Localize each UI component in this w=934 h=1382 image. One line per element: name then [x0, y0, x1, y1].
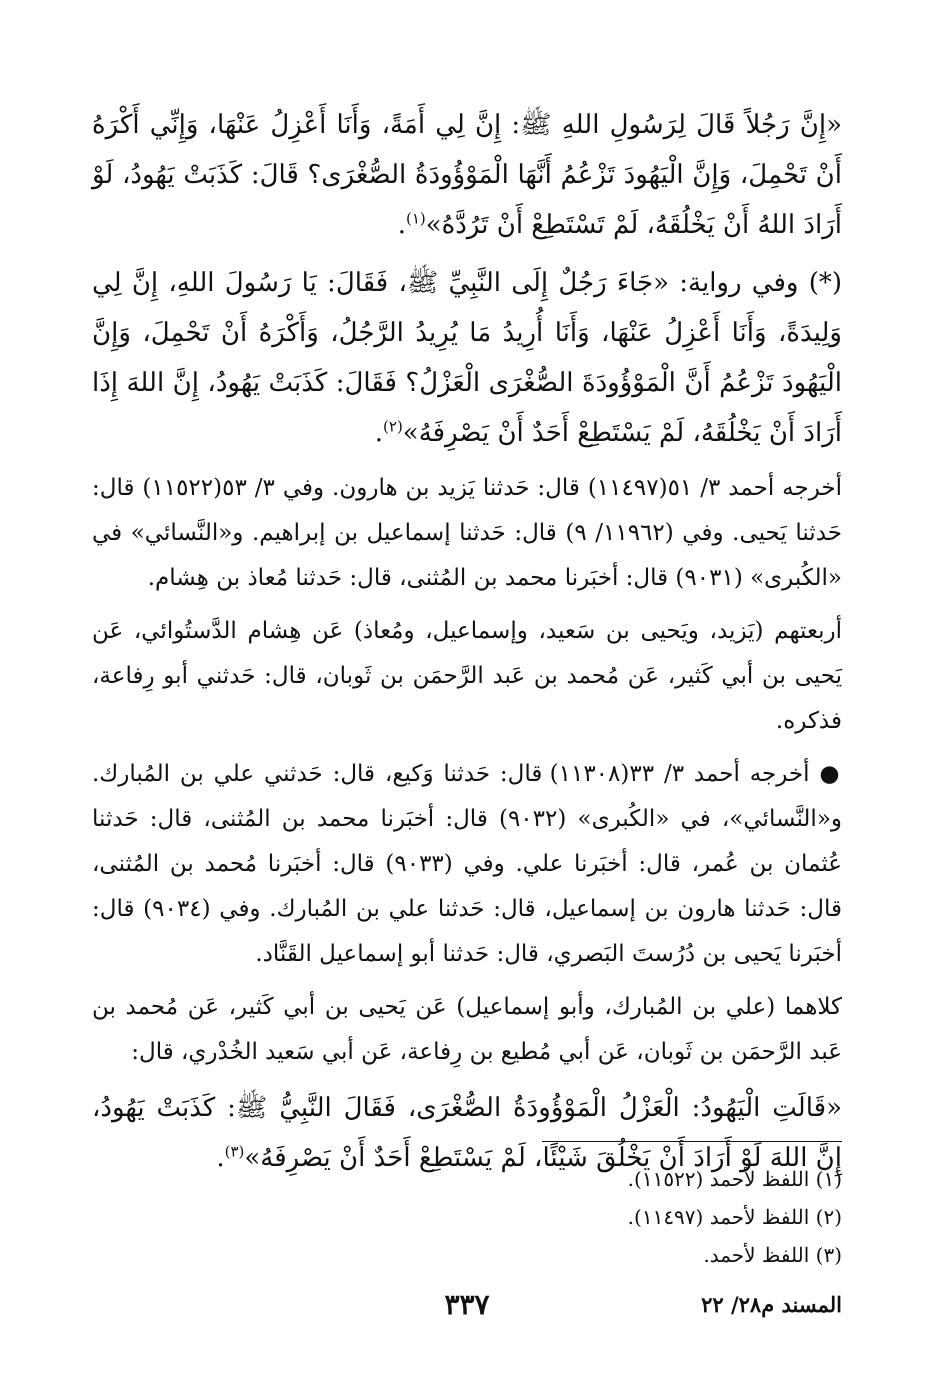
- footnote-3: (٣) اللفظ لأحمد.: [703, 1243, 842, 1267]
- paragraph-text: ● أخرجه أحمد ٣/ ٣٣(١١٣٠٨) قال: حَدثنا وَكيع، قال: حَدثني علي بن المُبارك. و«النَّسائي»، في «الكُبرى» (٩٠٣٢) قال: أخبَرنا محمد بن المُثنى، قال: حَدثنا عُثمان بن عُمر، قال: أخبَرنا علي. وفي (٩٠٣٣) قال: أخبَرنا مُحمد بن المُثنى، قال: حَدثنا هارون بن إسماعيل، قال: حَدثنا علي بن المُبارك. وفي (٩٠٣٤) قال: أخبَرنا يَحيى بن دُرُستَ البَصري، قال: حَدثنا أبو إسماعيل القَنَّاد.: [92, 761, 842, 967]
- footnotes: [92, 1160, 842, 1274]
- footnote-2: (٢) اللفظ لأحمد (١١٤٩٧).: [627, 1205, 842, 1229]
- takhrij-paragraph-4: [92, 985, 842, 1075]
- footnote-divider: [542, 1141, 842, 1142]
- footnote-reference: (٣): [224, 1142, 245, 1161]
- takhrij-paragraph-3: [92, 752, 842, 977]
- paragraph-text: «إِنَّ رَجُلاً قَالَ لِرَسُولِ اللهِ ﷺ: إِنَّ لِي أَمَةً، وَأَنَا أَعْزِلُ عَنْهَا، وَإِنِّي أَكْرَهُ أَنْ تَحْمِلَ، وَإِنَّ الْيَهُودَ تَزْعُمُ أَنَّهَا الْمَوْؤُودَةُ الصُّغْرَى؟ قَالَ: كَذَبَتْ يَهُودُ، لَوْ أَرَادَ اللهُ أَنْ يَخْلُقَهُ، لَمْ تَسْتَطِعْ أَنْ تَرُدَّهُ»: [92, 110, 842, 240]
- paragraph-text: كلاهما (علي بن المُبارك، وأبو إسماعيل) عَن يَحيى بن أبي كَثير، عَن مُحمد بن عَبد الرَّحمَن بن ثَوبان، عَن أبي مُطيع بن رِفاعة، عَن أبي سَعيد الخُدْري، قال:: [92, 994, 842, 1065]
- footnote-reference: (٢): [383, 417, 403, 436]
- footnote-1: (١) اللفظ لأحمد (١١٥٢٢).: [627, 1167, 842, 1191]
- takhrij-paragraph-2: [92, 609, 842, 744]
- paragraph-text: أخرجه أحمد ٣/ ٥١(١١٤٩٧) قال: حَدثنا يَزيد بن هارون. وفي ٣/ ٥٣(١١٥٢٢) قال: حَدثنا يَحيى. وفي (١١٩٦٢/ ٩) قال: حَدثنا إسماعيل بن إبراهيم. و«النَّسائي» في «الكُبرى» (٩٠٣١) قال: أخبَرنا محمد بن المُثنى، قال: حَدثنا مُعاذ بن هِشام.: [92, 475, 843, 591]
- footnote-reference: (١): [405, 209, 426, 228]
- page-number: ٣٣٧: [444, 1288, 490, 1321]
- paragraph-end: .: [397, 210, 406, 240]
- main-text: [92, 100, 842, 1191]
- paragraph-end: .: [216, 1143, 225, 1173]
- hadith-paragraph-2: [92, 258, 842, 458]
- takhrij-paragraph-1: [92, 466, 842, 601]
- paragraph-text: أربعتهم (يَزيد، ويَحيى بن سَعيد، وإسماعيل، ومُعاذ) عَن هِشام الدَّستُوائي، عَن يَحيى بن أبي كَثير، عَن مُحمد بن عَبد الرَّحمَن بن ثَوبان، قال: حَدثني أبو رِفاعة، فذكره.: [92, 618, 842, 734]
- volume-signature: المسند م٢٨/ ٢٢: [701, 1292, 842, 1317]
- hadith-paragraph-1: [92, 100, 842, 250]
- paragraph-end: .: [374, 418, 384, 448]
- paragraph-text: «قَالَتِ الْيَهُودُ: الْعَزْلُ الْمَوْؤُودَةُ الصُّغْرَى، فَقَالَ النَّبِيُّ ﷺ: كَذَبَتْ يَهُودُ، إِنَّ اللهَ لَوْ أَرَادَ أَنْ يَخْلُقَ شَيْئًا، لَمْ يَسْتَطِعْ أَحَدٌ أَنْ يَصْرِفَهُ»: [92, 1093, 842, 1173]
- paragraph-text: (*) وفي رواية: «جَاءَ رَجُلٌ إِلَى النَّبِيِّ ﷺ، فَقَالَ: يَا رَسُولَ اللهِ، إِنَّ لِي وَلِيدَةً، وَأَنَا أَعْزِلُ عَنْهَا، وَأَنَا أُرِيدُ مَا يُرِيدُ الرَّجُلُ، وَأَكْرَهُ أَنْ تَحْمِلَ، وَإِنَّ الْيَهُودَ تَزْعُمُ أَنَّ الْمَوْؤُودَةَ الصُّغْرَى الْعَزْلُ؟ فَقَالَ: كَذَبَتْ يَهُودُ، إِنَّ اللهَ إِذَا أَرَادَ أَنْ يَخْلُقَهُ، لَمْ يَسْتَطِعْ أَحَدٌ أَنْ يَصْرِفَهُ»: [92, 268, 842, 448]
